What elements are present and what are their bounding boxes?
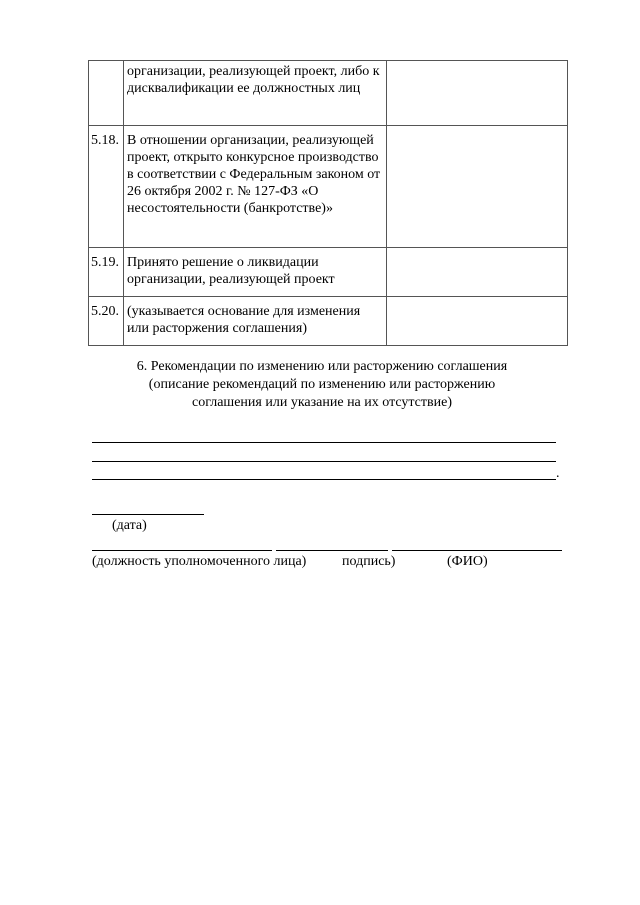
date-label: (дата)	[112, 518, 147, 533]
row-criterion-text: организации, реализующей проект, либо к дисквалификации ее должностных лиц	[124, 61, 387, 126]
row-value-cell	[387, 61, 568, 126]
date-line	[92, 514, 204, 515]
recommendation-line-1	[92, 442, 556, 443]
row-number: 5.20.	[89, 297, 124, 346]
signature-label: подпись)	[342, 554, 396, 569]
recommendation-line-2	[92, 461, 556, 462]
section-6-title: 6. Рекомендации по изменению или расторжению соглашения (описание рекомендаций по изменению или расторжению соглашения или указание на их отсутствие)	[136, 359, 508, 410]
table-row	[89, 297, 568, 346]
row-value-cell	[387, 248, 568, 297]
signature-line	[276, 550, 388, 551]
table-row	[89, 248, 568, 297]
fio-label: (ФИО)	[447, 554, 488, 569]
recommendation-end-mark: .	[556, 466, 560, 481]
position-label: (должность уполномоченного лица)	[92, 554, 307, 569]
fio-line	[392, 550, 562, 551]
row-criterion-text: В отношении организации, реализующей проект, открыто конкурсное производство в соответствии с Федеральным законом от 26 октября 2002 г. № 127-ФЗ «О несостоятельности (банкротстве)»	[124, 126, 387, 248]
position-line	[92, 550, 272, 551]
row-number: 5.19.	[89, 248, 124, 297]
row-value-cell	[387, 126, 568, 248]
row-number	[89, 61, 124, 126]
row-number: 5.18.	[89, 126, 124, 248]
row-value-cell	[387, 297, 568, 346]
table-row	[89, 126, 568, 248]
table-row	[89, 61, 568, 126]
recommendation-line-3	[92, 479, 556, 480]
row-criterion-text: (указывается основание для изменения или расторжения соглашения)	[124, 297, 387, 346]
criteria-table	[88, 60, 568, 346]
row-criterion-text: Принято решение о ликвидации организации, реализующей проект	[124, 248, 387, 297]
